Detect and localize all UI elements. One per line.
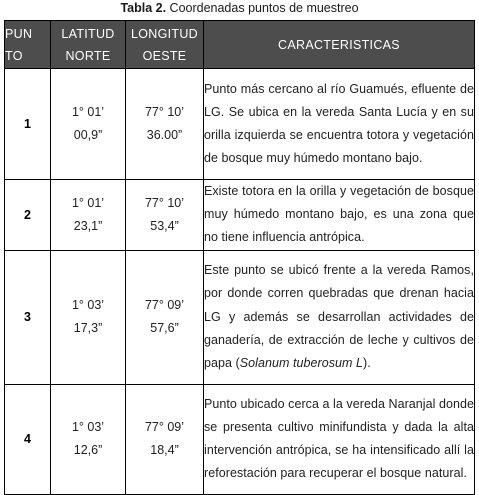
latitud-seconds: 00,9” xyxy=(73,128,103,142)
caption-label: Tabla 2. xyxy=(120,1,167,15)
header-caracteristicas-label: CARACTERISTICAS xyxy=(278,37,400,52)
latitud-seconds: 12,6” xyxy=(73,443,103,458)
latitud-seconds: 17,3” xyxy=(73,321,103,336)
header-longitud-line1: LONGITUD xyxy=(131,26,198,41)
header-punto-line2: TO xyxy=(5,48,23,63)
latitud-seconds: 23,1” xyxy=(73,218,103,233)
table-caption xyxy=(0,1,479,15)
row-longitud xyxy=(126,69,204,180)
table-row xyxy=(5,69,475,180)
row-description: Punto más cercano al río Guamués, efluente de LG. Se ubica en la vereda Santa Lucía y en su orilla izquierda se encuentra totora y vegetación de bosque muy húmedo montano bajo. xyxy=(204,69,475,180)
row-description xyxy=(204,250,475,384)
longitud-degrees: 77° 10’ xyxy=(144,195,185,210)
header-punto-line1: PUN xyxy=(5,26,33,41)
sampling-points-table xyxy=(4,20,475,495)
table-row xyxy=(5,180,475,251)
longitud-degrees: 77° 10’ xyxy=(144,105,185,119)
header-row xyxy=(5,21,475,69)
row-latitud xyxy=(51,384,126,494)
longitud-seconds: 57,6” xyxy=(150,321,179,336)
caption-text: Coordenadas puntos de muestreo xyxy=(166,1,359,15)
header-latitud-line2: NORTE xyxy=(65,48,111,63)
row-punto: 2 xyxy=(5,180,51,251)
header-longitud-line2: OESTE xyxy=(142,48,187,63)
table-row xyxy=(5,250,475,384)
row-punto: 3 xyxy=(5,250,51,384)
species-name: Solanum tuberosum L xyxy=(239,355,363,370)
row-description: Existe totora en la orilla y vegetación de bosque muy húmedo montano bajo, es una zona que no tiene influencia antrópica. xyxy=(204,180,475,251)
header-punto xyxy=(5,21,51,69)
row-longitud xyxy=(126,250,204,384)
row-latitud xyxy=(51,180,126,251)
longitud-degrees: 77° 09’ xyxy=(144,298,185,313)
header-caracteristicas xyxy=(204,21,475,69)
row-punto: 4 xyxy=(5,384,51,494)
description-end: ). xyxy=(363,355,371,370)
description-text: Este punto se ubicó frente a la vereda Ramos, por donde corren quebradas que drenan hacia LG y además se desarrollan actividades de ganadería, de extracción de leche y cultivos de papa ( xyxy=(204,263,474,370)
latitud-degrees: 1° 01’ xyxy=(71,105,105,119)
header-longitud xyxy=(126,21,204,69)
latitud-degrees: 1° 03’ xyxy=(71,298,105,313)
longitud-seconds: 36.00” xyxy=(146,128,183,142)
latitud-degrees: 1° 03’ xyxy=(71,420,105,435)
row-latitud xyxy=(51,69,126,180)
longitud-degrees: 77° 09’ xyxy=(144,420,185,435)
header-latitud xyxy=(51,21,126,69)
longitud-seconds: 18,4” xyxy=(150,443,179,458)
row-longitud xyxy=(126,180,204,251)
row-description: Punto ubicado cerca a la vereda Naranjal donde se presenta cultivo minifundista y dada la alta intervención antrópica, se ha intensificado allí la reforestación para recuperar el bosque natural. xyxy=(204,384,475,494)
row-punto: 1 xyxy=(5,69,51,180)
longitud-seconds: 53,4” xyxy=(150,218,179,233)
row-longitud xyxy=(126,384,204,494)
header-latitud-line1: LATITUD xyxy=(61,26,115,41)
latitud-degrees: 1° 01’ xyxy=(71,195,105,210)
row-latitud xyxy=(51,250,126,384)
table-row xyxy=(5,384,475,494)
